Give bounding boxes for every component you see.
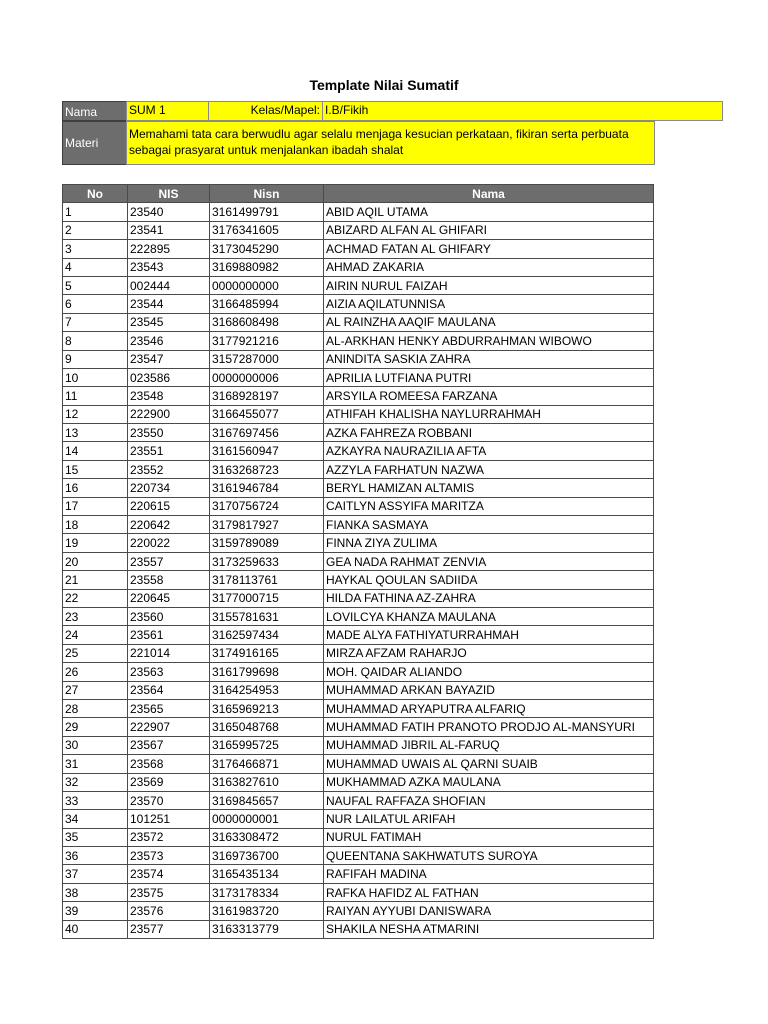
table-row — [63, 368, 654, 386]
cell-no[interactable]: 26 — [63, 663, 128, 681]
cell-nis[interactable]: 23543 — [128, 258, 210, 276]
cell-nis[interactable]: 220022 — [128, 534, 210, 552]
cell-nama[interactable]: RAFIFAH MADINA — [324, 865, 654, 883]
cell-nisn[interactable]: 3177921216 — [210, 332, 324, 350]
cell-no[interactable]: 9 — [63, 350, 128, 368]
cell-nisn[interactable]: 3161946784 — [210, 479, 324, 497]
cell-nisn[interactable]: 3163308472 — [210, 828, 324, 846]
cell-nis[interactable]: 23557 — [128, 552, 210, 570]
cell-nama[interactable]: HAYKAL QOULAN SADIIDA — [324, 571, 654, 589]
table-row — [63, 681, 654, 699]
cell-nisn[interactable]: 3166455077 — [210, 405, 324, 423]
cell-nisn[interactable]: 3163827610 — [210, 773, 324, 791]
cell-nisn[interactable]: 3179817927 — [210, 516, 324, 534]
cell-nisn[interactable]: 0000000000 — [210, 276, 324, 294]
table-row — [63, 424, 654, 442]
cell-nama[interactable]: ARSYILA ROMEESA FARZANA — [324, 387, 654, 405]
cell-nama[interactable]: AIZIA AQILATUNNISA — [324, 295, 654, 313]
cell-no[interactable]: 14 — [63, 442, 128, 460]
table-row — [63, 736, 654, 754]
cell-no[interactable]: 1 — [63, 203, 128, 221]
cell-nis[interactable]: 220645 — [128, 589, 210, 607]
cell-nama[interactable]: AZZYLA FARHATUN NAZWA — [324, 460, 654, 478]
cell-nis[interactable]: 23573 — [128, 847, 210, 865]
meta-row-nama — [62, 101, 723, 121]
materi-line-1: Memahami tata cara berwudlu agar selalu menjaga kesucian perkataan, fikiran serta perbuata — [129, 127, 629, 141]
cell-no[interactable]: 13 — [63, 424, 128, 442]
cell-nisn[interactable]: 3173259633 — [210, 552, 324, 570]
cell-nisn[interactable]: 3165969213 — [210, 699, 324, 717]
nama-value-cell[interactable]: SUM 1 — [126, 101, 209, 121]
cell-nama[interactable]: ANINDITA SASKIA ZAHRA — [324, 350, 654, 368]
cell-nis[interactable]: 23552 — [128, 460, 210, 478]
table-row — [63, 276, 654, 294]
cell-nisn[interactable]: 0000000006 — [210, 368, 324, 386]
table-row — [63, 847, 654, 865]
cell-nisn[interactable]: 3176341605 — [210, 221, 324, 239]
cell-nis[interactable]: 23541 — [128, 221, 210, 239]
cell-nisn[interactable]: 0000000001 — [210, 810, 324, 828]
cell-nis[interactable]: 222895 — [128, 240, 210, 258]
table-row — [63, 626, 654, 644]
cell-nis[interactable]: 23547 — [128, 350, 210, 368]
cell-nis[interactable]: 23563 — [128, 663, 210, 681]
table-row — [63, 902, 654, 920]
cell-nama[interactable]: MADE ALYA FATHIYATURRAHMAH — [324, 626, 654, 644]
cell-nis[interactable]: 23564 — [128, 681, 210, 699]
cell-nis[interactable]: 23565 — [128, 699, 210, 717]
cell-no[interactable]: 27 — [63, 681, 128, 699]
cell-nama[interactable]: GEA NADA RAHMAT ZENVIA — [324, 552, 654, 570]
cell-nisn[interactable]: 3168928197 — [210, 387, 324, 405]
cell-no[interactable]: 36 — [63, 847, 128, 865]
cell-nis[interactable]: 23575 — [128, 883, 210, 901]
cell-no[interactable]: 34 — [63, 810, 128, 828]
cell-nis[interactable]: 23546 — [128, 332, 210, 350]
cell-nama[interactable]: AIRIN NURUL FAIZAH — [324, 276, 654, 294]
table-row — [63, 534, 654, 552]
table-row — [63, 332, 654, 350]
cell-nama[interactable]: APRILIA LUTFIANA PUTRI — [324, 368, 654, 386]
cell-nama[interactable]: SHAKILA NESHA ATMARINI — [324, 920, 654, 938]
cell-nisn[interactable]: 3161799698 — [210, 663, 324, 681]
cell-no[interactable]: 24 — [63, 626, 128, 644]
cell-nisn[interactable]: 3155781631 — [210, 607, 324, 625]
cell-no[interactable]: 31 — [63, 755, 128, 773]
cell-no[interactable]: 35 — [63, 828, 128, 846]
table-body — [63, 203, 654, 939]
table-row — [63, 663, 654, 681]
cell-nama[interactable]: MIRZA AFZAM RAHARJO — [324, 644, 654, 662]
cell-nisn[interactable]: 3176466871 — [210, 755, 324, 773]
table-row — [63, 773, 654, 791]
cell-nis[interactable]: 23550 — [128, 424, 210, 442]
cell-nis[interactable]: 23576 — [128, 902, 210, 920]
table-row — [63, 828, 654, 846]
cell-nis[interactable]: 23569 — [128, 773, 210, 791]
cell-no[interactable]: 12 — [63, 405, 128, 423]
cell-nama[interactable]: RAFKA HAFIDZ AL FATHAN — [324, 883, 654, 901]
kelas-value-cell[interactable]: I.B/Fikih — [322, 101, 723, 121]
cell-no[interactable]: 38 — [63, 883, 128, 901]
cell-nama[interactable]: BERYL HAMIZAN ALTAMIS — [324, 479, 654, 497]
cell-nis[interactable]: 221014 — [128, 644, 210, 662]
materi-value-cell[interactable] — [126, 121, 655, 165]
cell-no[interactable]: 28 — [63, 699, 128, 717]
table-row — [63, 405, 654, 423]
table-row — [63, 497, 654, 515]
cell-nis[interactable]: 23572 — [128, 828, 210, 846]
cell-nama[interactable]: AHMAD ZAKARIA — [324, 258, 654, 276]
table-row — [63, 699, 654, 717]
cell-nis[interactable]: 23540 — [128, 203, 210, 221]
cell-no[interactable]: 40 — [63, 920, 128, 938]
cell-no[interactable]: 7 — [63, 313, 128, 331]
cell-nisn[interactable]: 3167697456 — [210, 424, 324, 442]
cell-nis[interactable]: 23568 — [128, 755, 210, 773]
cell-nama[interactable]: MUHAMMAD JIBRIL AL-FARUQ — [324, 736, 654, 754]
cell-no[interactable]: 16 — [63, 479, 128, 497]
cell-nisn[interactable]: 3157287000 — [210, 350, 324, 368]
cell-no[interactable]: 2 — [63, 221, 128, 239]
cell-nis[interactable]: 23560 — [128, 607, 210, 625]
cell-no[interactable]: 4 — [63, 258, 128, 276]
cell-nis[interactable]: 23558 — [128, 571, 210, 589]
cell-nis[interactable]: 222907 — [128, 718, 210, 736]
cell-nama[interactable]: ACHMAD FATAN AL GHIFARY — [324, 240, 654, 258]
cell-nisn[interactable]: 3165048768 — [210, 718, 324, 736]
column-header-nis[interactable]: NIS — [128, 185, 210, 203]
cell-nisn[interactable]: 3173045290 — [210, 240, 324, 258]
table-row — [63, 865, 654, 883]
cell-nis[interactable]: 220642 — [128, 516, 210, 534]
cell-nisn[interactable]: 3166485994 — [210, 295, 324, 313]
cell-nisn[interactable]: 3163268723 — [210, 460, 324, 478]
cell-nama[interactable]: HILDA FATHINA AZ-ZAHRA — [324, 589, 654, 607]
cell-nis[interactable]: 002444 — [128, 276, 210, 294]
table-row — [63, 571, 654, 589]
meta-header — [62, 101, 723, 165]
cell-no[interactable]: 22 — [63, 589, 128, 607]
cell-nis[interactable]: 220615 — [128, 497, 210, 515]
cell-nama[interactable]: MUHAMMAD ARKAN BAYAZID — [324, 681, 654, 699]
cell-nama[interactable]: ABIZARD ALFAN AL GHIFARI — [324, 221, 654, 239]
cell-nis[interactable]: 23544 — [128, 295, 210, 313]
table-row — [63, 295, 654, 313]
cell-nama[interactable]: NURUL FATIMAH — [324, 828, 654, 846]
cell-nisn[interactable]: 3170756724 — [210, 497, 324, 515]
cell-nama[interactable]: NAUFAL RAFFAZA SHOFIAN — [324, 791, 654, 809]
cell-no[interactable]: 20 — [63, 552, 128, 570]
cell-no[interactable]: 33 — [63, 791, 128, 809]
cell-nisn[interactable]: 3178113761 — [210, 571, 324, 589]
column-header-nisn[interactable]: Nisn — [210, 185, 324, 203]
cell-no[interactable]: 6 — [63, 295, 128, 313]
table-row — [63, 479, 654, 497]
cell-no[interactable]: 15 — [63, 460, 128, 478]
cell-nisn[interactable]: 3163313779 — [210, 920, 324, 938]
table-row — [63, 258, 654, 276]
table-row — [63, 883, 654, 901]
column-header-no[interactable]: No — [63, 185, 128, 203]
table-row — [63, 442, 654, 460]
cell-nisn[interactable]: 3169736700 — [210, 847, 324, 865]
cell-nama[interactable]: ATHIFAH KHALISHA NAYLURRAHMAH — [324, 405, 654, 423]
cell-nisn[interactable]: 3173178334 — [210, 883, 324, 901]
cell-nama[interactable]: ABID AQIL UTAMA — [324, 203, 654, 221]
cell-no[interactable]: 5 — [63, 276, 128, 294]
meta-row-materi — [62, 121, 723, 165]
nama-label: Nama — [62, 101, 127, 121]
table-row — [63, 755, 654, 773]
table-row — [63, 240, 654, 258]
table-row — [63, 644, 654, 662]
cell-no[interactable]: 11 — [63, 387, 128, 405]
cell-nis[interactable]: 23551 — [128, 442, 210, 460]
cell-no[interactable]: 39 — [63, 902, 128, 920]
cell-nisn[interactable]: 3165435134 — [210, 865, 324, 883]
table-row — [63, 387, 654, 405]
cell-nisn[interactable]: 3168608498 — [210, 313, 324, 331]
cell-nis[interactable]: 101251 — [128, 810, 210, 828]
materi-line-2: sebagai prasyarat untuk menjalankan ibadah shalat — [129, 143, 404, 157]
cell-nisn[interactable]: 3169880982 — [210, 258, 324, 276]
cell-nama[interactable]: MOH. QAIDAR ALIANDO — [324, 663, 654, 681]
column-header-nama[interactable]: Nama — [324, 185, 654, 203]
cell-nisn[interactable]: 3174916165 — [210, 644, 324, 662]
cell-no[interactable]: 18 — [63, 516, 128, 534]
table-row — [63, 589, 654, 607]
cell-nis[interactable]: 23561 — [128, 626, 210, 644]
table-row — [63, 516, 654, 534]
cell-no[interactable]: 21 — [63, 571, 128, 589]
cell-no[interactable]: 30 — [63, 736, 128, 754]
cell-nis[interactable]: 23570 — [128, 791, 210, 809]
table-header-row — [63, 185, 654, 203]
student-table — [62, 184, 654, 939]
page-title: Template Nilai Sumatif — [309, 77, 459, 93]
table-row — [63, 810, 654, 828]
cell-nis[interactable]: 23577 — [128, 920, 210, 938]
cell-no[interactable]: 29 — [63, 718, 128, 736]
cell-nis[interactable]: 220734 — [128, 479, 210, 497]
cell-nama[interactable]: CAITLYN ASSYIFA MARITZA — [324, 497, 654, 515]
materi-label: Materi — [62, 121, 127, 165]
table-row — [63, 791, 654, 809]
cell-nisn[interactable]: 3161983720 — [210, 902, 324, 920]
table-row — [63, 460, 654, 478]
cell-nama[interactable]: MUHAMMAD UWAIS AL QARNI SUAIB — [324, 755, 654, 773]
table-row — [63, 607, 654, 625]
cell-no[interactable]: 8 — [63, 332, 128, 350]
cell-no[interactable]: 23 — [63, 607, 128, 625]
cell-nama[interactable]: MUKHAMMAD AZKA MAULANA — [324, 773, 654, 791]
cell-no[interactable]: 37 — [63, 865, 128, 883]
table-row — [63, 313, 654, 331]
cell-nama[interactable]: QUEENTANA SAKHWATUTS SUROYA — [324, 847, 654, 865]
cell-nama[interactable]: NUR LAILATUL ARIFAH — [324, 810, 654, 828]
cell-nama[interactable]: MUHAMMAD FATIH PRANOTO PRODJO AL-MANSYURI — [324, 718, 654, 736]
cell-nama[interactable]: AZKA FAHREZA ROBBANI — [324, 424, 654, 442]
table-row — [63, 552, 654, 570]
cell-nisn[interactable]: 3161499791 — [210, 203, 324, 221]
cell-nama[interactable]: FIANKA SASMAYA — [324, 516, 654, 534]
cell-nama[interactable]: FINNA ZIYA ZULIMA — [324, 534, 654, 552]
cell-nis[interactable]: 23548 — [128, 387, 210, 405]
kelas-label: Kelas/Mapel: — [208, 101, 323, 121]
cell-nisn[interactable]: 3165995725 — [210, 736, 324, 754]
cell-nama[interactable]: MUHAMMAD ARYAPUTRA ALFARIQ — [324, 699, 654, 717]
cell-nis[interactable]: 023586 — [128, 368, 210, 386]
cell-nisn[interactable]: 3159789089 — [210, 534, 324, 552]
cell-nisn[interactable]: 3169845657 — [210, 791, 324, 809]
cell-nama[interactable]: AZKAYRA NAURAZILIA AFTA — [324, 442, 654, 460]
cell-nama[interactable]: LOVILCYA KHANZA MAULANA — [324, 607, 654, 625]
cell-nama[interactable]: RAIYAN AYYUBI DANISWARA — [324, 902, 654, 920]
cell-nama[interactable]: AL RAINZHA AAQIF MAULANA — [324, 313, 654, 331]
table-row — [63, 350, 654, 368]
cell-no[interactable]: 19 — [63, 534, 128, 552]
cell-nama[interactable]: AL-ARKHAN HENKY ABDURRAHMAN WIBOWO — [324, 332, 654, 350]
cell-no[interactable]: 10 — [63, 368, 128, 386]
cell-no[interactable]: 32 — [63, 773, 128, 791]
cell-nis[interactable]: 23574 — [128, 865, 210, 883]
cell-no[interactable]: 25 — [63, 644, 128, 662]
table-row — [63, 203, 654, 221]
cell-nis[interactable]: 23567 — [128, 736, 210, 754]
cell-nisn[interactable]: 3177000715 — [210, 589, 324, 607]
cell-nis[interactable]: 23545 — [128, 313, 210, 331]
cell-nis[interactable]: 222900 — [128, 405, 210, 423]
table-row — [63, 221, 654, 239]
cell-no[interactable]: 3 — [63, 240, 128, 258]
table-row — [63, 718, 654, 736]
cell-nisn[interactable]: 3164254953 — [210, 681, 324, 699]
table-row — [63, 920, 654, 938]
cell-nisn[interactable]: 3162597434 — [210, 626, 324, 644]
cell-no[interactable]: 17 — [63, 497, 128, 515]
cell-nisn[interactable]: 3161560947 — [210, 442, 324, 460]
